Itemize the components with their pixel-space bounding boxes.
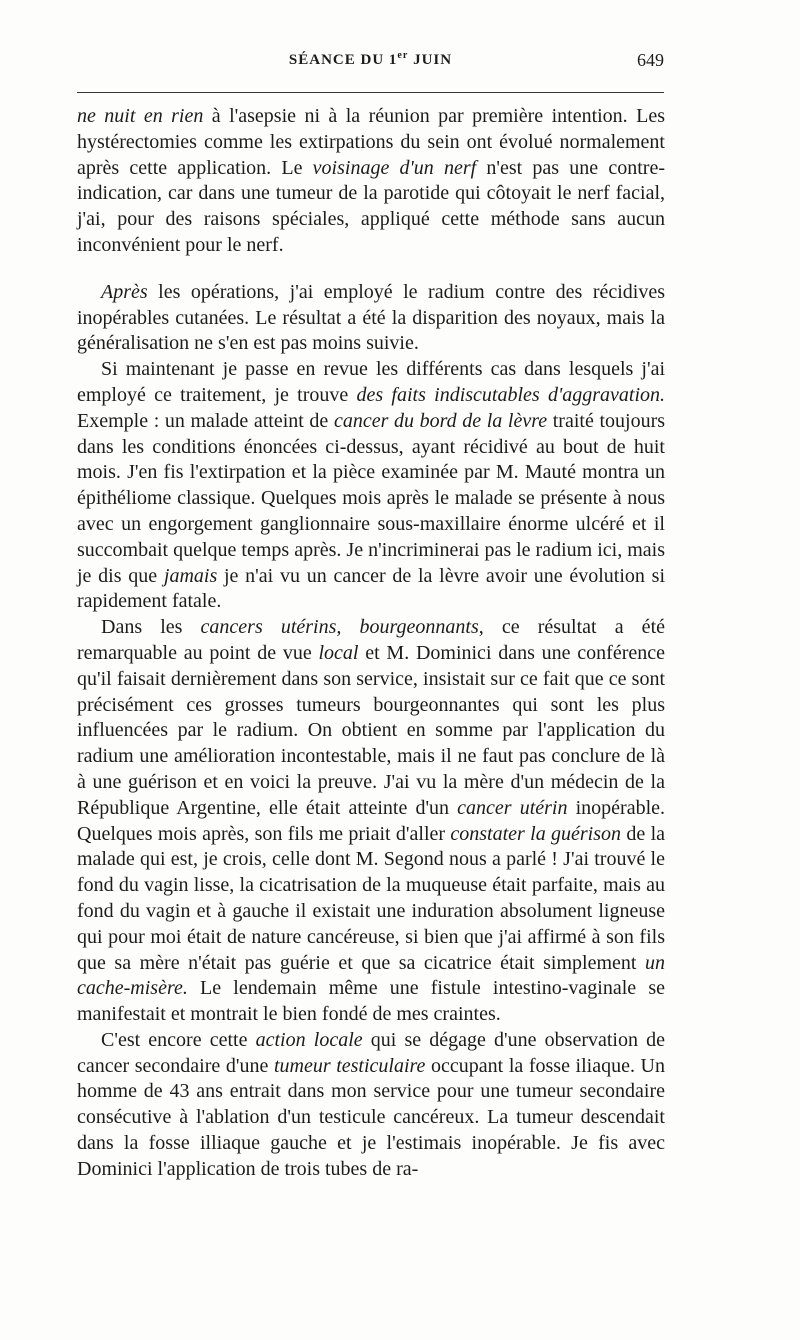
paragraph xyxy=(77,104,665,259)
body-text xyxy=(77,104,665,1183)
italic-text: Après xyxy=(101,280,148,303)
italic-text: constater la guérison xyxy=(450,822,622,845)
paragraph xyxy=(77,1028,665,1183)
italic-text: un cache-misère. xyxy=(77,951,665,1000)
text-segment: et M. Dominici dans une conférence qu'il faisait dernièrement dans son service, insistait sur ce fait que ce sont précisément ces grosses tumeurs bourgeonnantes qui sont les plus influencées par le radium. On obtient en somme par l'application du radium une amélioration incontestable, mais il ne faut pas conclure de là à une guérison et en voici la preuve. J'ai vu la mère d'un médecin de la République Argentine, elle était atteinte d'un xyxy=(77,641,666,819)
text-segment: les opérations, j'ai employé le radium contre des récidives inopérables cutanées. Le résultat a été la disparition des noyaux, mais la généralisation ne s'en est pas moins suivie. xyxy=(77,280,665,355)
text-segment: Le lendemain même une fistule intestino-vaginale se manifestait et montrait le bien fondé de mes craintes. xyxy=(77,977,665,1026)
text-segment: occupant la fosse iliaque. Un homme de 43 ans entrait dans mon service pour une tumeur secondaire consécutive à l'ablation d'un testicule cancéreux. La tumeur descendait dans la fosse illiaque gauche et je l'estimais inopérable. Je fis avec Dominici l'application de trois tubes de ra- xyxy=(77,1054,665,1180)
text-segment: Dans les xyxy=(101,616,201,639)
italic-text: ne nuit en rien xyxy=(77,105,204,127)
page-header xyxy=(77,50,664,86)
italic-text: des faits indiscutables d'aggravation. xyxy=(356,383,665,406)
running-title-text: SÉANCE DU 1 xyxy=(288,52,398,68)
text-segment: , ce résultat a été remarquable au point de vue xyxy=(77,616,665,664)
text-segment: Si maintenant je passe en revue les différents cas dans lesquels j'ai employé ce traitement, je trouve xyxy=(77,358,665,406)
running-title-superscript: er xyxy=(397,50,409,61)
text-segment: inopérable. Quelques mois après, son fils me priait d'aller xyxy=(77,796,666,845)
italic-text: tumeur testiculaire xyxy=(273,1054,426,1077)
italic-text: cancers utérins, bourgeonnants xyxy=(200,616,479,639)
header-rule xyxy=(77,92,664,93)
running-title-month: JUIN xyxy=(408,52,453,68)
italic-text: cancer du bord de la lèvre xyxy=(333,409,548,432)
text-segment: C'est encore cette xyxy=(101,1028,256,1051)
italic-text: local xyxy=(318,641,359,664)
paragraph xyxy=(77,280,665,357)
running-title xyxy=(77,50,664,69)
paragraph xyxy=(77,357,665,615)
text-segment: n'est pas une contre-indication, car dans une tumeur de la parotide qui côtoyait le nerf facial, j'ai, pour des raisons spéciales, appliqué cette méthode sans aucun inconvénient pour le nerf. xyxy=(77,156,665,256)
text-segment: Exemple : un malade atteint de xyxy=(77,409,334,432)
text-segment: traité toujours dans les conditions énoncées ci-dessus, ayant récidivé au bout de huit mois. J'en fis l'extirpation et la pièce examinée par M. Mauté montra un épithéliome classique. Quelques mois après le malade se présente à nous avec un engorgement ganglionnaire sous-maxillaire énorme ulcéré et il succombait quelque temps après. Je n'incriminerai pas le radium ici, mais je dis que xyxy=(77,409,666,587)
text-segment: à l'asepsie ni à la réunion par première intention. Les hystérectomies comme les extirpations du sein ont évolué normalement après cette application. Le xyxy=(77,105,665,179)
paragraph xyxy=(77,615,665,1028)
italic-text: voisinage d'un nerf xyxy=(312,156,477,179)
page-number: 649 xyxy=(637,50,664,70)
italic-text: cancer utérin xyxy=(457,796,568,819)
text-segment: qui se dégage d'une observation de cancer secondaire d'une xyxy=(77,1028,665,1077)
italic-text: jamais xyxy=(163,564,218,587)
italic-text: action locale xyxy=(255,1028,363,1051)
text-segment: de la malade qui est, je crois, celle dont M. Segond nous a parlé ! J'ai trouvé le fond du vagin lisse, la cicatrisation de la muqueuse était parfaite, mais au fond du vagin et à gauche il existait une induration absolument ligneuse qui pour moi était de nature cancéreuse, si bien que j'ai affirmé à son fils que sa mère n'était pas guérie et que sa cicatrice était simplement xyxy=(77,822,665,974)
text-segment: je n'ai vu un cancer de la lèvre avoir une évolution si rapidement fatale. xyxy=(77,564,666,613)
